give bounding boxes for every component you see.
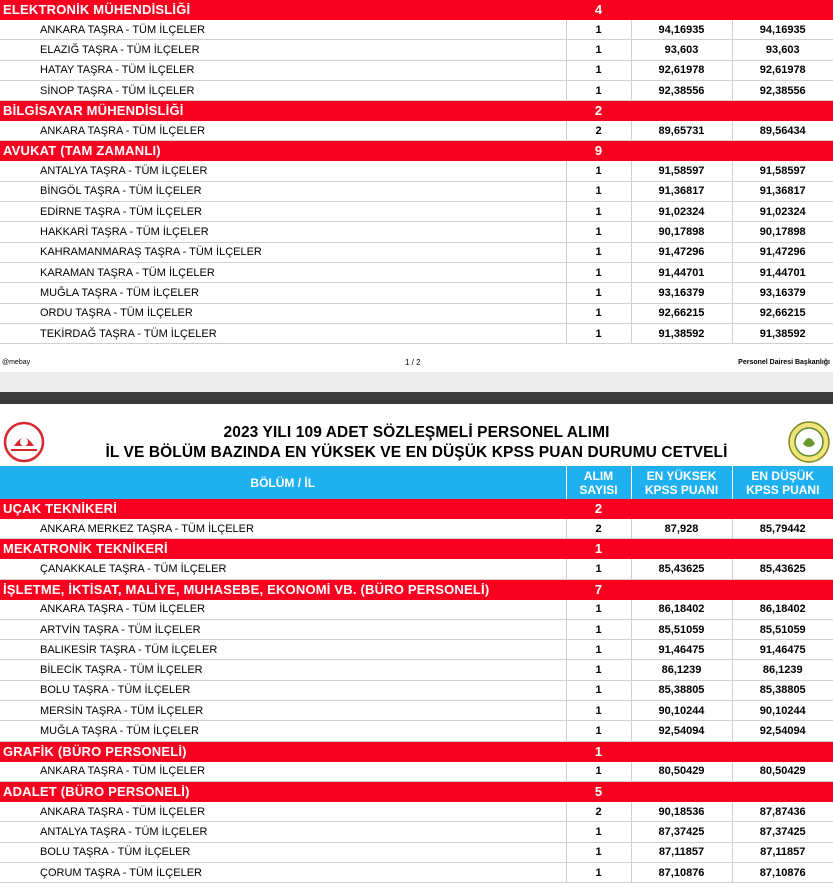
en-dusuk-puan: 94,16935 [732, 20, 833, 40]
en-yuksek-puan: 92,54094 [631, 721, 732, 741]
en-dusuk-puan: 85,43625 [732, 559, 833, 579]
en-yuksek-puan: 94,16935 [631, 20, 732, 40]
alim-sayisi: 1 [566, 20, 631, 40]
section-row [0, 539, 833, 559]
il-name: BOLU TAŞRA - TÜM İLÇELER [0, 680, 566, 700]
section-empty-cell [732, 499, 833, 519]
document-title-line-2: İL VE BÖLÜM BAZINDA EN YÜKSEK VE EN DÜŞÜK KPSS PUAN DURUMU CETVELİ [105, 444, 728, 461]
section-empty-cell [732, 539, 833, 559]
en-dusuk-puan: 91,58597 [732, 161, 833, 181]
section-empty-cell [732, 781, 833, 801]
document-header [0, 404, 833, 466]
table-row [0, 680, 833, 700]
section-empty-cell [631, 539, 732, 559]
en-dusuk-puan: 89,56434 [732, 121, 833, 141]
alim-sayisi: 1 [566, 660, 631, 680]
en-dusuk-puan: 92,61978 [732, 60, 833, 80]
il-name: MUĞLA TAŞRA - TÜM İLÇELER [0, 283, 566, 303]
il-name: ANTALYA TAŞRA - TÜM İLÇELER [0, 161, 566, 181]
alim-sayisi: 1 [566, 60, 631, 80]
section-empty-cell [732, 0, 833, 20]
il-name: ANTALYA TAŞRA - TÜM İLÇELER [0, 822, 566, 842]
en-dusuk-puan: 90,10244 [732, 701, 833, 721]
section-name: ADALET (BÜRO PERSONELİ) [0, 781, 566, 801]
en-dusuk-puan: 91,44701 [732, 262, 833, 282]
footer-department: Personel Dairesi Başkanlığı [738, 359, 830, 366]
en-dusuk-puan: 92,38556 [732, 80, 833, 100]
table-row [0, 721, 833, 741]
en-dusuk-puan: 91,02324 [732, 202, 833, 222]
table-row [0, 121, 833, 141]
alim-sayisi: 2 [566, 801, 631, 821]
il-name: BİLECİK TAŞRA - TÜM İLÇELER [0, 660, 566, 680]
en-yuksek-puan: 86,1239 [631, 660, 732, 680]
section-count: 9 [566, 141, 631, 161]
table-row [0, 599, 833, 619]
il-name: ELAZIĞ TAŞRA - TÜM İLÇELER [0, 40, 566, 60]
section-count: 2 [566, 101, 631, 121]
section-empty-cell [631, 0, 732, 20]
seal-logo-icon [787, 420, 831, 464]
en-yuksek-puan: 85,38805 [631, 680, 732, 700]
en-dusuk-puan: 90,17898 [732, 222, 833, 242]
pdf-page-2 [0, 404, 833, 892]
table-row [0, 222, 833, 242]
header-en-yuksek: EN YÜKSEK KPSS PUANI [631, 466, 732, 499]
kpss-table-page-1 [0, 0, 833, 344]
il-name: ANKARA TAŞRA - TÜM İLÇELER [0, 761, 566, 781]
en-yuksek-puan: 80,50429 [631, 761, 732, 781]
en-dusuk-puan: 93,16379 [732, 283, 833, 303]
table-row [0, 20, 833, 40]
kpss-table-page-2 [0, 499, 833, 883]
table-row [0, 161, 833, 181]
table-row [0, 202, 833, 222]
section-empty-cell [732, 741, 833, 761]
en-yuksek-puan: 86,18402 [631, 599, 732, 619]
section-empty-cell [732, 101, 833, 121]
en-yuksek-puan: 91,44701 [631, 262, 732, 282]
en-yuksek-puan: 87,928 [631, 519, 732, 539]
table-row [0, 242, 833, 262]
il-name: SİNOP TAŞRA - TÜM İLÇELER [0, 80, 566, 100]
en-dusuk-puan: 87,11857 [732, 842, 833, 862]
alim-sayisi: 1 [566, 680, 631, 700]
en-dusuk-puan: 91,46475 [732, 640, 833, 660]
en-yuksek-puan: 87,10876 [631, 862, 732, 882]
alim-sayisi: 1 [566, 262, 631, 282]
alim-sayisi: 1 [566, 242, 631, 262]
il-name: MUĞLA TAŞRA - TÜM İLÇELER [0, 721, 566, 741]
en-dusuk-puan: 93,603 [732, 40, 833, 60]
alim-sayisi: 1 [566, 181, 631, 201]
section-name: UÇAK TEKNİKERİ [0, 499, 566, 519]
alim-sayisi: 1 [566, 40, 631, 60]
en-yuksek-puan: 92,66215 [631, 303, 732, 323]
en-dusuk-puan: 87,87436 [732, 801, 833, 821]
en-dusuk-puan: 85,51059 [732, 619, 833, 639]
section-row [0, 101, 833, 121]
en-yuksek-puan: 91,46475 [631, 640, 732, 660]
section-row [0, 579, 833, 599]
en-dusuk-puan: 85,79442 [732, 519, 833, 539]
section-empty-cell [631, 579, 732, 599]
table-row [0, 262, 833, 282]
table-row [0, 761, 833, 781]
alim-sayisi: 1 [566, 303, 631, 323]
section-empty-cell [631, 741, 732, 761]
alim-sayisi: 1 [566, 862, 631, 882]
alim-sayisi: 1 [566, 80, 631, 100]
section-empty-cell [732, 141, 833, 161]
table-row [0, 842, 833, 862]
table-row [0, 40, 833, 60]
en-yuksek-puan: 89,65731 [631, 121, 732, 141]
section-name: BİLGİSAYAR MÜHENDİSLİĞİ [0, 101, 566, 121]
table-row [0, 559, 833, 579]
en-yuksek-puan: 91,47296 [631, 242, 732, 262]
section-name: ELEKTRONİK MÜHENDİSLİĞİ [0, 0, 566, 20]
il-name: KARAMAN TAŞRA - TÜM İLÇELER [0, 262, 566, 282]
en-dusuk-puan: 86,18402 [732, 599, 833, 619]
page-separator [0, 372, 833, 404]
en-yuksek-puan: 91,38592 [631, 323, 732, 343]
section-name: GRAFİK (BÜRO PERSONELİ) [0, 741, 566, 761]
en-dusuk-puan: 91,38592 [732, 323, 833, 343]
section-row [0, 0, 833, 20]
section-row [0, 741, 833, 761]
table-row [0, 80, 833, 100]
alim-sayisi: 1 [566, 721, 631, 741]
il-name: ANKARA TAŞRA - TÜM İLÇELER [0, 121, 566, 141]
en-yuksek-puan: 93,603 [631, 40, 732, 60]
en-dusuk-puan: 86,1239 [732, 660, 833, 680]
alim-sayisi: 1 [566, 161, 631, 181]
alim-sayisi: 1 [566, 599, 631, 619]
il-name: ANKARA TAŞRA - TÜM İLÇELER [0, 20, 566, 40]
en-yuksek-puan: 93,16379 [631, 283, 732, 303]
page-number: 1 / 2 [405, 358, 421, 367]
section-count: 1 [566, 741, 631, 761]
table-row [0, 323, 833, 343]
il-name: BİNGÖL TAŞRA - TÜM İLÇELER [0, 181, 566, 201]
alim-sayisi: 1 [566, 202, 631, 222]
section-row [0, 781, 833, 801]
en-dusuk-puan: 92,54094 [732, 721, 833, 741]
alim-sayisi: 2 [566, 519, 631, 539]
table-row [0, 519, 833, 539]
table-row [0, 303, 833, 323]
il-name: ÇANAKKALE TAŞRA - TÜM İLÇELER [0, 559, 566, 579]
alim-sayisi: 1 [566, 701, 631, 721]
section-empty-cell [631, 781, 732, 801]
alim-sayisi: 1 [566, 222, 631, 242]
section-empty-cell [732, 579, 833, 599]
alim-sayisi: 1 [566, 822, 631, 842]
en-yuksek-puan: 85,51059 [631, 619, 732, 639]
pdf-page-1 [0, 0, 833, 372]
en-yuksek-puan: 87,37425 [631, 822, 732, 842]
table-row [0, 701, 833, 721]
en-yuksek-puan: 92,61978 [631, 60, 732, 80]
section-count: 2 [566, 499, 631, 519]
section-count: 4 [566, 0, 631, 20]
en-dusuk-puan: 87,10876 [732, 862, 833, 882]
il-name: ARTVİN TAŞRA - TÜM İLÇELER [0, 619, 566, 639]
table-header [0, 466, 833, 499]
en-yuksek-puan: 90,10244 [631, 701, 732, 721]
en-yuksek-puan: 85,43625 [631, 559, 732, 579]
section-row [0, 141, 833, 161]
section-row [0, 499, 833, 519]
en-dusuk-puan: 85,38805 [732, 680, 833, 700]
page-footer [0, 357, 833, 371]
en-dusuk-puan: 92,66215 [732, 303, 833, 323]
alim-sayisi: 1 [566, 323, 631, 343]
en-yuksek-puan: 87,11857 [631, 842, 732, 862]
il-name: ÇORUM TAŞRA - TÜM İLÇELER [0, 862, 566, 882]
en-yuksek-puan: 92,38556 [631, 80, 732, 100]
header-alim-sayisi: ALIM SAYISI [566, 466, 631, 499]
en-dusuk-puan: 87,37425 [732, 822, 833, 842]
il-name: BOLU TAŞRA - TÜM İLÇELER [0, 842, 566, 862]
table-row [0, 283, 833, 303]
en-yuksek-puan: 90,18536 [631, 801, 732, 821]
alim-sayisi: 1 [566, 761, 631, 781]
il-name: EDİRNE TAŞRA - TÜM İLÇELER [0, 202, 566, 222]
en-yuksek-puan: 91,58597 [631, 161, 732, 181]
table-row [0, 640, 833, 660]
il-name: ANKARA TAŞRA - TÜM İLÇELER [0, 599, 566, 619]
section-empty-cell [631, 101, 732, 121]
header-bolum-il: BÖLÜM / İL [0, 466, 566, 499]
en-yuksek-puan: 91,02324 [631, 202, 732, 222]
table-row [0, 862, 833, 882]
il-name: TEKİRDAĞ TAŞRA - TÜM İLÇELER [0, 323, 566, 343]
il-name: ORDU TAŞRA - TÜM İLÇELER [0, 303, 566, 323]
section-empty-cell [631, 499, 732, 519]
section-count: 5 [566, 781, 631, 801]
en-dusuk-puan: 80,50429 [732, 761, 833, 781]
table-row [0, 181, 833, 201]
table-row [0, 801, 833, 821]
alim-sayisi: 1 [566, 619, 631, 639]
document-title-line-1: 2023 YILI 109 ADET SÖZLEŞMELİ PERSONEL ALIMI [223, 424, 610, 441]
alim-sayisi: 1 [566, 842, 631, 862]
alim-sayisi: 1 [566, 283, 631, 303]
il-name: ANKARA TAŞRA - TÜM İLÇELER [0, 801, 566, 821]
section-empty-cell [631, 141, 732, 161]
alim-sayisi: 1 [566, 640, 631, 660]
alim-sayisi: 1 [566, 559, 631, 579]
il-name: HATAY TAŞRA - TÜM İLÇELER [0, 60, 566, 80]
en-dusuk-puan: 91,36817 [732, 181, 833, 201]
en-yuksek-puan: 91,36817 [631, 181, 732, 201]
section-count: 1 [566, 539, 631, 559]
alim-sayisi: 2 [566, 121, 631, 141]
il-name: HAKKARİ TAŞRA - TÜM İLÇELER [0, 222, 566, 242]
section-name: AVUKAT (TAM ZAMANLI) [0, 141, 566, 161]
il-name: BALIKESİR TAŞRA - TÜM İLÇELER [0, 640, 566, 660]
section-name: MEKATRONİK TEKNİKERİ [0, 539, 566, 559]
il-name: ANKARA MERKEZ TAŞRA - TÜM İLÇELER [0, 519, 566, 539]
table-row [0, 660, 833, 680]
il-name: MERSİN TAŞRA - TÜM İLÇELER [0, 701, 566, 721]
table-row [0, 822, 833, 842]
section-name: İŞLETME, İKTİSAT, MALİYE, MUHASEBE, EKONOMİ VB. (BÜRO PERSONELİ) [0, 579, 566, 599]
section-count: 7 [566, 579, 631, 599]
il-name: KAHRAMANMARAŞ TAŞRA - TÜM İLÇELER [0, 242, 566, 262]
table-row [0, 60, 833, 80]
header-en-dusuk: EN DÜŞÜK KPSS PUANI [732, 466, 833, 499]
en-yuksek-puan: 90,17898 [631, 222, 732, 242]
en-dusuk-puan: 91,47296 [732, 242, 833, 262]
table-row [0, 619, 833, 639]
footer-handle: @mebay [2, 359, 31, 366]
